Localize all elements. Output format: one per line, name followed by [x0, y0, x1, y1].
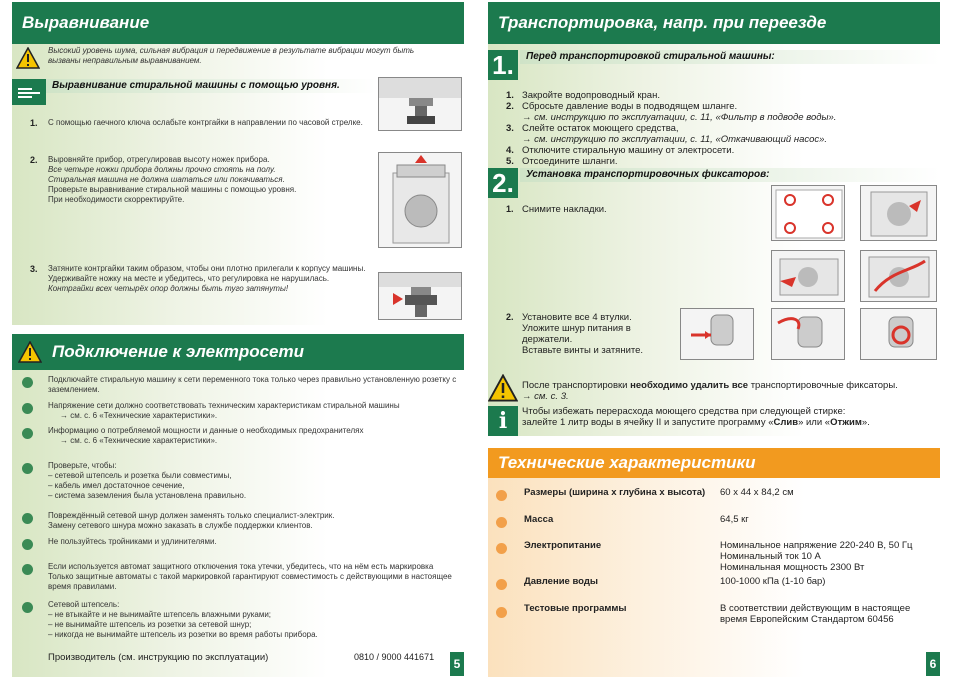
spec-label: Тестовые программы — [524, 603, 627, 614]
step-line: Вставьте винты и затяните. — [522, 345, 644, 356]
step-3-text — [48, 264, 378, 294]
list-item: 4. Отключите стиральную машину от электросети. — [506, 145, 735, 156]
right-page — [484, 0, 954, 677]
step-number: 2. — [506, 312, 514, 322]
info-line: Чтобы избежать перерасхода моющего средства при следующей стирке: — [522, 406, 846, 417]
machine-leveling-illustration — [378, 152, 462, 248]
spec-label: Масса — [524, 514, 554, 525]
bullet-line: → см. с. 6 «Технические характеристики». — [60, 436, 218, 445]
bullet-dot — [22, 539, 33, 550]
hand-pointer-icon — [12, 79, 46, 105]
warning-icon — [16, 47, 40, 69]
info-line: залейте 1 литр воды в ячейку II и запустите программу «Слив» или «Отжим». — [522, 417, 870, 428]
foot-nut-illustration — [378, 77, 462, 131]
bullet-text — [48, 461, 458, 501]
bullet-dot — [496, 579, 507, 590]
spec-value: 64,5 кг — [720, 514, 749, 525]
spec-label: Размеры (ширина х глубина х высота) — [524, 487, 706, 498]
step-3-line: Контргайки всех четырёх опор должны быть туго затянуты! — [48, 284, 289, 293]
tech-title: Технические характеристики — [488, 448, 940, 478]
spec-label: Давление воды — [524, 576, 598, 587]
info-text — [522, 406, 932, 428]
bullet-dot — [22, 403, 33, 414]
leveling-title: Выравнивание — [12, 2, 464, 44]
step-line: Установите все 4 втулки. — [522, 312, 632, 323]
step-remove-covers: Снимите накладки. — [522, 204, 607, 215]
bullet-line: Сетевой штепсель: — [48, 600, 120, 609]
transport-title: Транспортировка, напр. при переезде — [488, 2, 940, 44]
page-number: 6 — [926, 652, 940, 676]
bullet-text: Не пользуйтесь тройниками и удлинителями. — [48, 537, 217, 546]
bushing-illustration-2 — [771, 308, 845, 360]
step-2-line: При необходимости скорректируйте. — [48, 195, 185, 204]
spec-line: Номинальное напряжение 220-240 В, 50 Гц — [720, 540, 913, 551]
transport-warning-text — [522, 380, 932, 402]
bullet-line: Проверьте, чтобы: — [48, 461, 117, 470]
footer-manufacturer: Производитель (см. инструкцию по эксплуатации) — [48, 652, 269, 663]
bullet-line: → см. с. 6 «Технические характеристики». — [60, 411, 218, 420]
bullet-line: – система заземления была установлена правильно. — [48, 491, 247, 500]
step-number: 3. — [30, 264, 38, 274]
bullet-text — [48, 375, 458, 395]
warning-line: После транспортировки необходимо удалить все транспортировочные фиксаторы. — [522, 380, 898, 391]
bullet-line: Подключайте стиральную машину к сети переменного тока только через правильно установленную розетку с — [48, 375, 457, 384]
warning-icon — [18, 341, 42, 363]
bushing-illustration-1 — [680, 308, 754, 360]
step-number: 1. — [30, 118, 38, 128]
bullet-dot — [496, 490, 507, 501]
step-2-text — [48, 155, 378, 205]
spec-line: В соответствии действующим в настоящее — [720, 603, 911, 614]
step-install-bushings — [522, 312, 643, 356]
bullet-dot — [22, 513, 33, 524]
left-page — [0, 0, 470, 677]
page-number: 5 — [450, 652, 464, 676]
bullet-text — [48, 511, 458, 531]
section-number: 2. — [488, 168, 518, 198]
bullet-dot — [22, 377, 33, 388]
list-item: 1. Закройте водопроводный кран. — [506, 90, 660, 101]
bullet-dot — [496, 543, 507, 554]
spec-label: Электропитание — [524, 540, 602, 551]
info-icon: i — [488, 406, 518, 436]
bullet-line: Повреждённый сетевой шнур должен заменять только специалист-электрик. — [48, 511, 335, 520]
back-panel-illustration — [771, 185, 845, 241]
cover-removal-illustration — [860, 185, 937, 241]
section-number: 1. — [488, 50, 518, 80]
step-2-line: Все четыре ножки прибора должны прочно стоять на полу. — [48, 165, 276, 174]
cable-holder-illustration — [771, 250, 845, 302]
step-number: 2. — [30, 155, 38, 165]
bullet-dot — [22, 602, 33, 613]
bullet-dot — [22, 463, 33, 474]
footer-phone: 0810 / 9000 441671 — [354, 652, 435, 662]
section-1-list — [506, 90, 936, 167]
step-line: Уложите шнур питания в — [522, 323, 631, 334]
spec-value — [720, 540, 912, 573]
bullet-text — [48, 401, 458, 421]
spec-line: Номинальная мощность 2300 Вт — [720, 562, 865, 573]
bullet-line: – кабель имел достаточное сечение, — [48, 481, 185, 490]
spec-line: Номинальный ток 10 А — [720, 551, 821, 562]
bullet-line: – сетевой штепсель и розетка были совместимы, — [48, 471, 232, 480]
step-2-line: Проверьте выравнивание стиральной машины с помощью уровня. — [48, 185, 297, 194]
bullet-line: Замену сетевого шнура можно заказать в службе поддержки клиентов. — [48, 521, 313, 530]
bullet-dot — [496, 607, 507, 618]
electric-title: Подключение к электросети — [12, 334, 464, 370]
list-item: 2. Сбросьте давление воды в подводящем шланге. — [506, 101, 738, 112]
warning-icon — [488, 374, 518, 402]
bushing-illustration-3 — [860, 308, 937, 360]
bullet-line: Напряжение сети должно соответствовать техническим характеристикам стиральной машины — [48, 401, 400, 410]
warning-ref: → см. с. 3. — [522, 391, 569, 402]
cable-routing-illustration — [860, 250, 937, 302]
bullet-dot — [22, 564, 33, 575]
bullet-line: время правилами. — [48, 582, 117, 591]
section-1-title: Перед транспортировкой стиральной машины: — [520, 50, 940, 64]
spec-value: 100-1000 кПа (1-10 бар) — [720, 576, 826, 587]
leveling-subtitle: Выравнивание стиральной машины с помощью уровня. — [46, 79, 376, 93]
bullet-line: Если используется автомат защитного отключения тока утечки, убедитесь, что на нём есть маркировка — [48, 562, 434, 571]
step-3-line: Удерживайте ножку на месте и убедитесь, что регулировка не нарушилась. — [48, 274, 330, 283]
leveling-warning-text: Высокий уровень шума, сильная вибрация и передвижение в результате вибрации могут быть вызваны неправильным выравниванием. — [48, 46, 415, 65]
spec-value — [720, 603, 910, 625]
step-3-line: Затяните контргайки таким образом, чтобы они плотно прилегали к корпусу машины. — [48, 264, 366, 273]
bullet-dot — [22, 428, 33, 439]
step-2-line: Стиральная машина не должна шататься или покачиваться. — [48, 175, 285, 184]
bullet-line: – не втыкайте и не вынимайте штепсель влажными руками; — [48, 610, 272, 619]
step-number: 1. — [506, 204, 514, 214]
section-2-title: Установка транспортировочных фиксаторов: — [520, 168, 940, 182]
bullet-line: – никогда не вынимайте штепсель из розетки во время работы прибора. — [48, 630, 318, 639]
step-2-line: Выровняйте прибор, отрегулировав высоту ножек прибора. — [48, 155, 270, 164]
list-item: 5. Отсоедините шланги. — [506, 156, 618, 167]
spec-line: время Европейским Стандартом 60456 — [720, 614, 894, 625]
list-item: → см. инструкцию по эксплуатации, с. 11, «Откачивающий насос». — [522, 134, 828, 145]
spec-value: 60 х 44 х 84,2 см — [720, 487, 794, 498]
list-item: 3. Слейте остаток моющего средства, — [506, 123, 679, 134]
bullet-text — [48, 426, 458, 446]
bullet-line: заземлением. — [48, 385, 100, 394]
step-1-text: С помощью гаечного ключа ослабьте контргайки в направлении по часовой стрелке. — [48, 118, 363, 127]
locknut-tighten-illustration — [378, 272, 462, 320]
step-line: держатели. — [522, 334, 573, 345]
bullet-line: Информацию о потребляемой мощности и данные о необходимых предохранителях — [48, 426, 364, 435]
bullet-text — [48, 562, 458, 592]
bullet-line: – не вынимайте штепсель из розетки за сетевой шнур; — [48, 620, 252, 629]
bullet-line: Только защитные автоматы с такой маркировкой гарантируют совместимость с действующими в настоящее — [48, 572, 452, 581]
bullet-dot — [496, 517, 507, 528]
list-item: → см. инструкцию по эксплуатации, с. 11, «Фильтр в подводе воды». — [522, 112, 837, 123]
bullet-text — [48, 600, 458, 640]
